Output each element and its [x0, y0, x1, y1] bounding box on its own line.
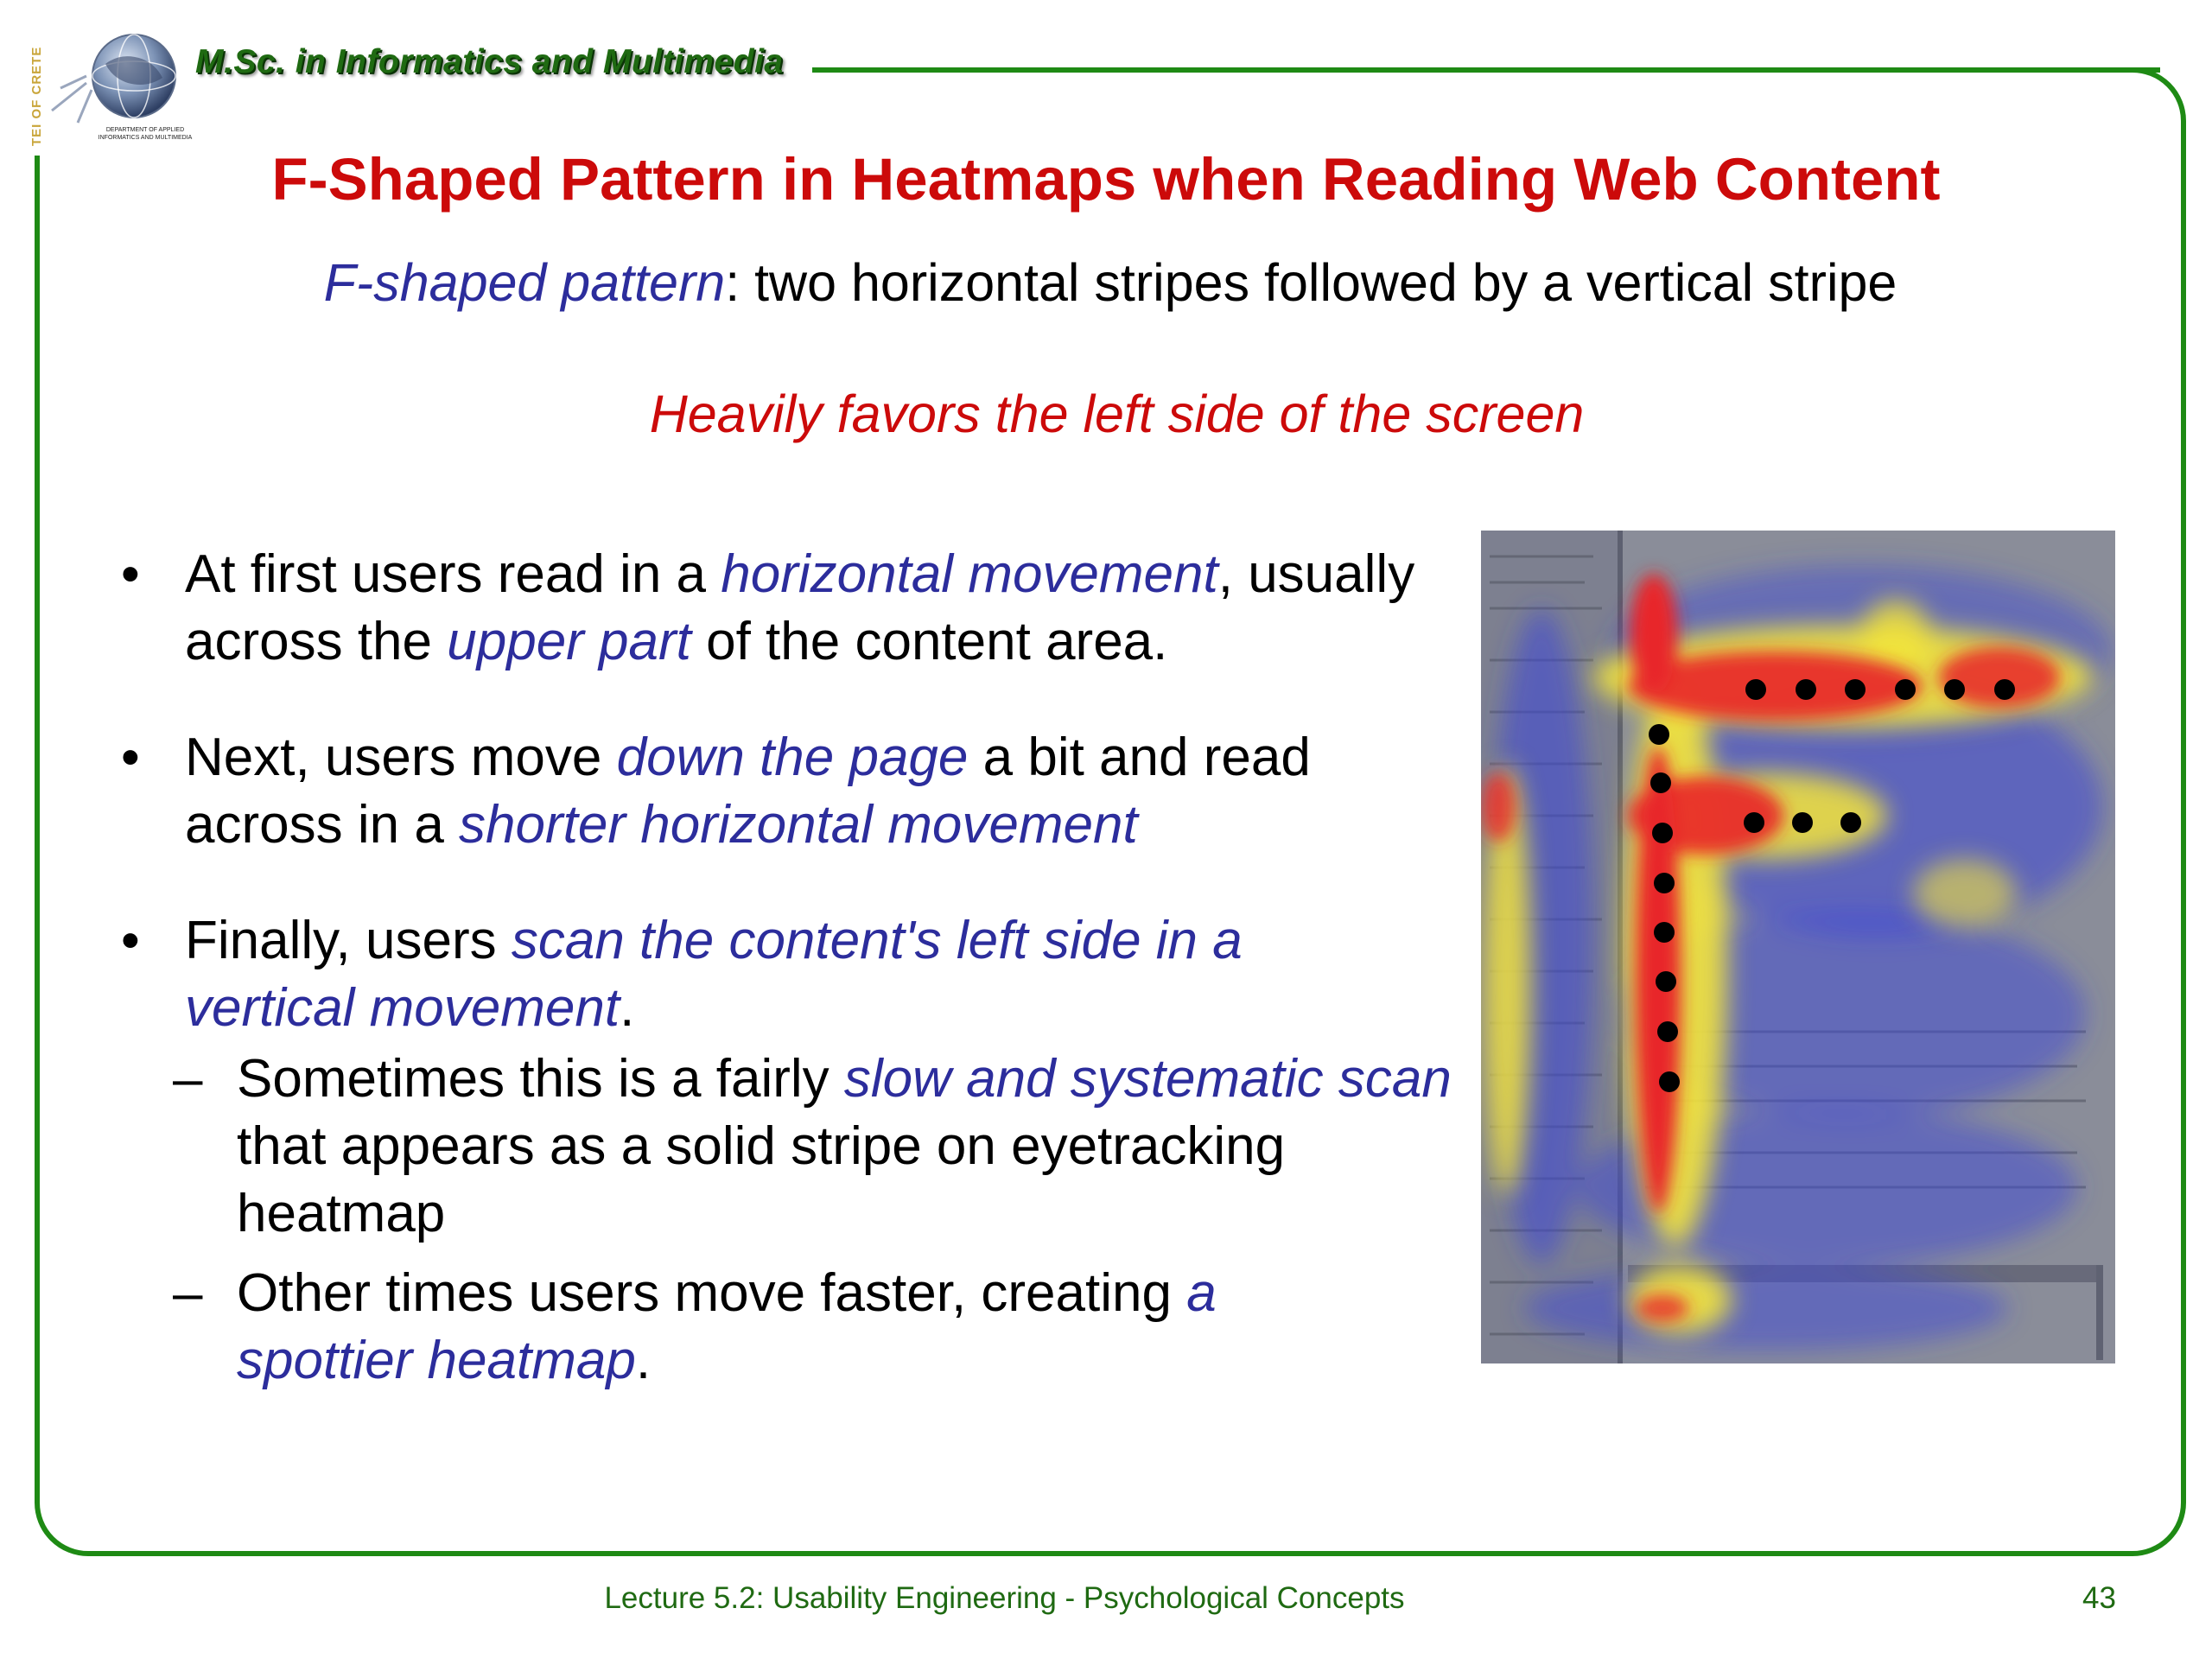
- sub-bullet-highlight: a spottier heatmap: [237, 1263, 1217, 1390]
- bullet-highlight: shorter horizontal movement: [459, 795, 1138, 855]
- bullet-highlight: down the page: [616, 728, 969, 787]
- bullet-highlight: horizontal movement: [721, 544, 1218, 604]
- bullet-text: .: [620, 978, 635, 1038]
- bullet-item: [121, 907, 1395, 1042]
- bullet-text: a bit and read across in a: [185, 728, 1311, 855]
- sub-bullet-text: Sometimes this is a fairly: [237, 1049, 844, 1109]
- footer-lecture: Lecture 5.2: Usability Engineering - Psychological Concepts: [604, 1581, 1405, 1615]
- emphasis-line: Heavily favors the left side of the screen: [649, 385, 1585, 443]
- logo-caption: [85, 126, 206, 142]
- bullet-text: Next, users move: [185, 728, 617, 787]
- bullet-text: Finally, users: [185, 911, 512, 970]
- sub-bullet-marker: –: [173, 1049, 203, 1109]
- bullet-text: At first users read in a: [185, 544, 721, 604]
- sub-bullet-highlight: slow and systematic scan: [843, 1049, 1452, 1109]
- sub-bullet-text: Other times users move faster, creating: [237, 1263, 1187, 1323]
- bullet-item: [121, 541, 1469, 676]
- program-name: M.Sc. in Informatics and Multimedia: [195, 43, 784, 80]
- bullet-marker: •: [121, 911, 140, 970]
- page-number: 43: [2082, 1581, 2116, 1615]
- sub-bullet-text: that appears as a solid stripe on eyetracking heatmap: [237, 1116, 1286, 1243]
- subtitle-text: : two horizontal stripes followed by a vertical stripe: [725, 253, 1897, 312]
- bullet-highlight: upper part: [447, 612, 691, 671]
- sub-bullet-marker: –: [173, 1263, 203, 1323]
- institute-label: TEI OF CRETE: [29, 46, 44, 146]
- bullet-text: , usually across the: [185, 544, 1415, 671]
- bullet-marker: •: [121, 728, 140, 787]
- bullet-list: [121, 541, 1469, 1395]
- slide-title: F-Shaped Pattern in Heatmaps when Reading Web Content: [271, 146, 1941, 213]
- slide-subtitle: [0, 252, 2212, 313]
- sub-bullet-item: [173, 1260, 1325, 1395]
- bullet-item: [121, 724, 1469, 859]
- bullet-text: of the content area.: [690, 612, 1168, 671]
- logo-caption-line-2: INFORMATICS AND MULTIMEDIA: [98, 135, 193, 141]
- eyetracking-heatmap-image: [1481, 531, 2115, 1363]
- bullet-marker: •: [121, 544, 140, 604]
- subtitle-term: F-shaped pattern: [323, 253, 726, 312]
- bullet-highlight: scan the content's left side in a vertical movement: [185, 911, 1243, 1038]
- logo-caption-line-1: DEPARTMENT OF APPLIED: [105, 127, 185, 133]
- sub-bullet-item: [173, 1046, 1455, 1248]
- header-rule: [812, 67, 2160, 73]
- sub-bullet-text: .: [635, 1331, 652, 1390]
